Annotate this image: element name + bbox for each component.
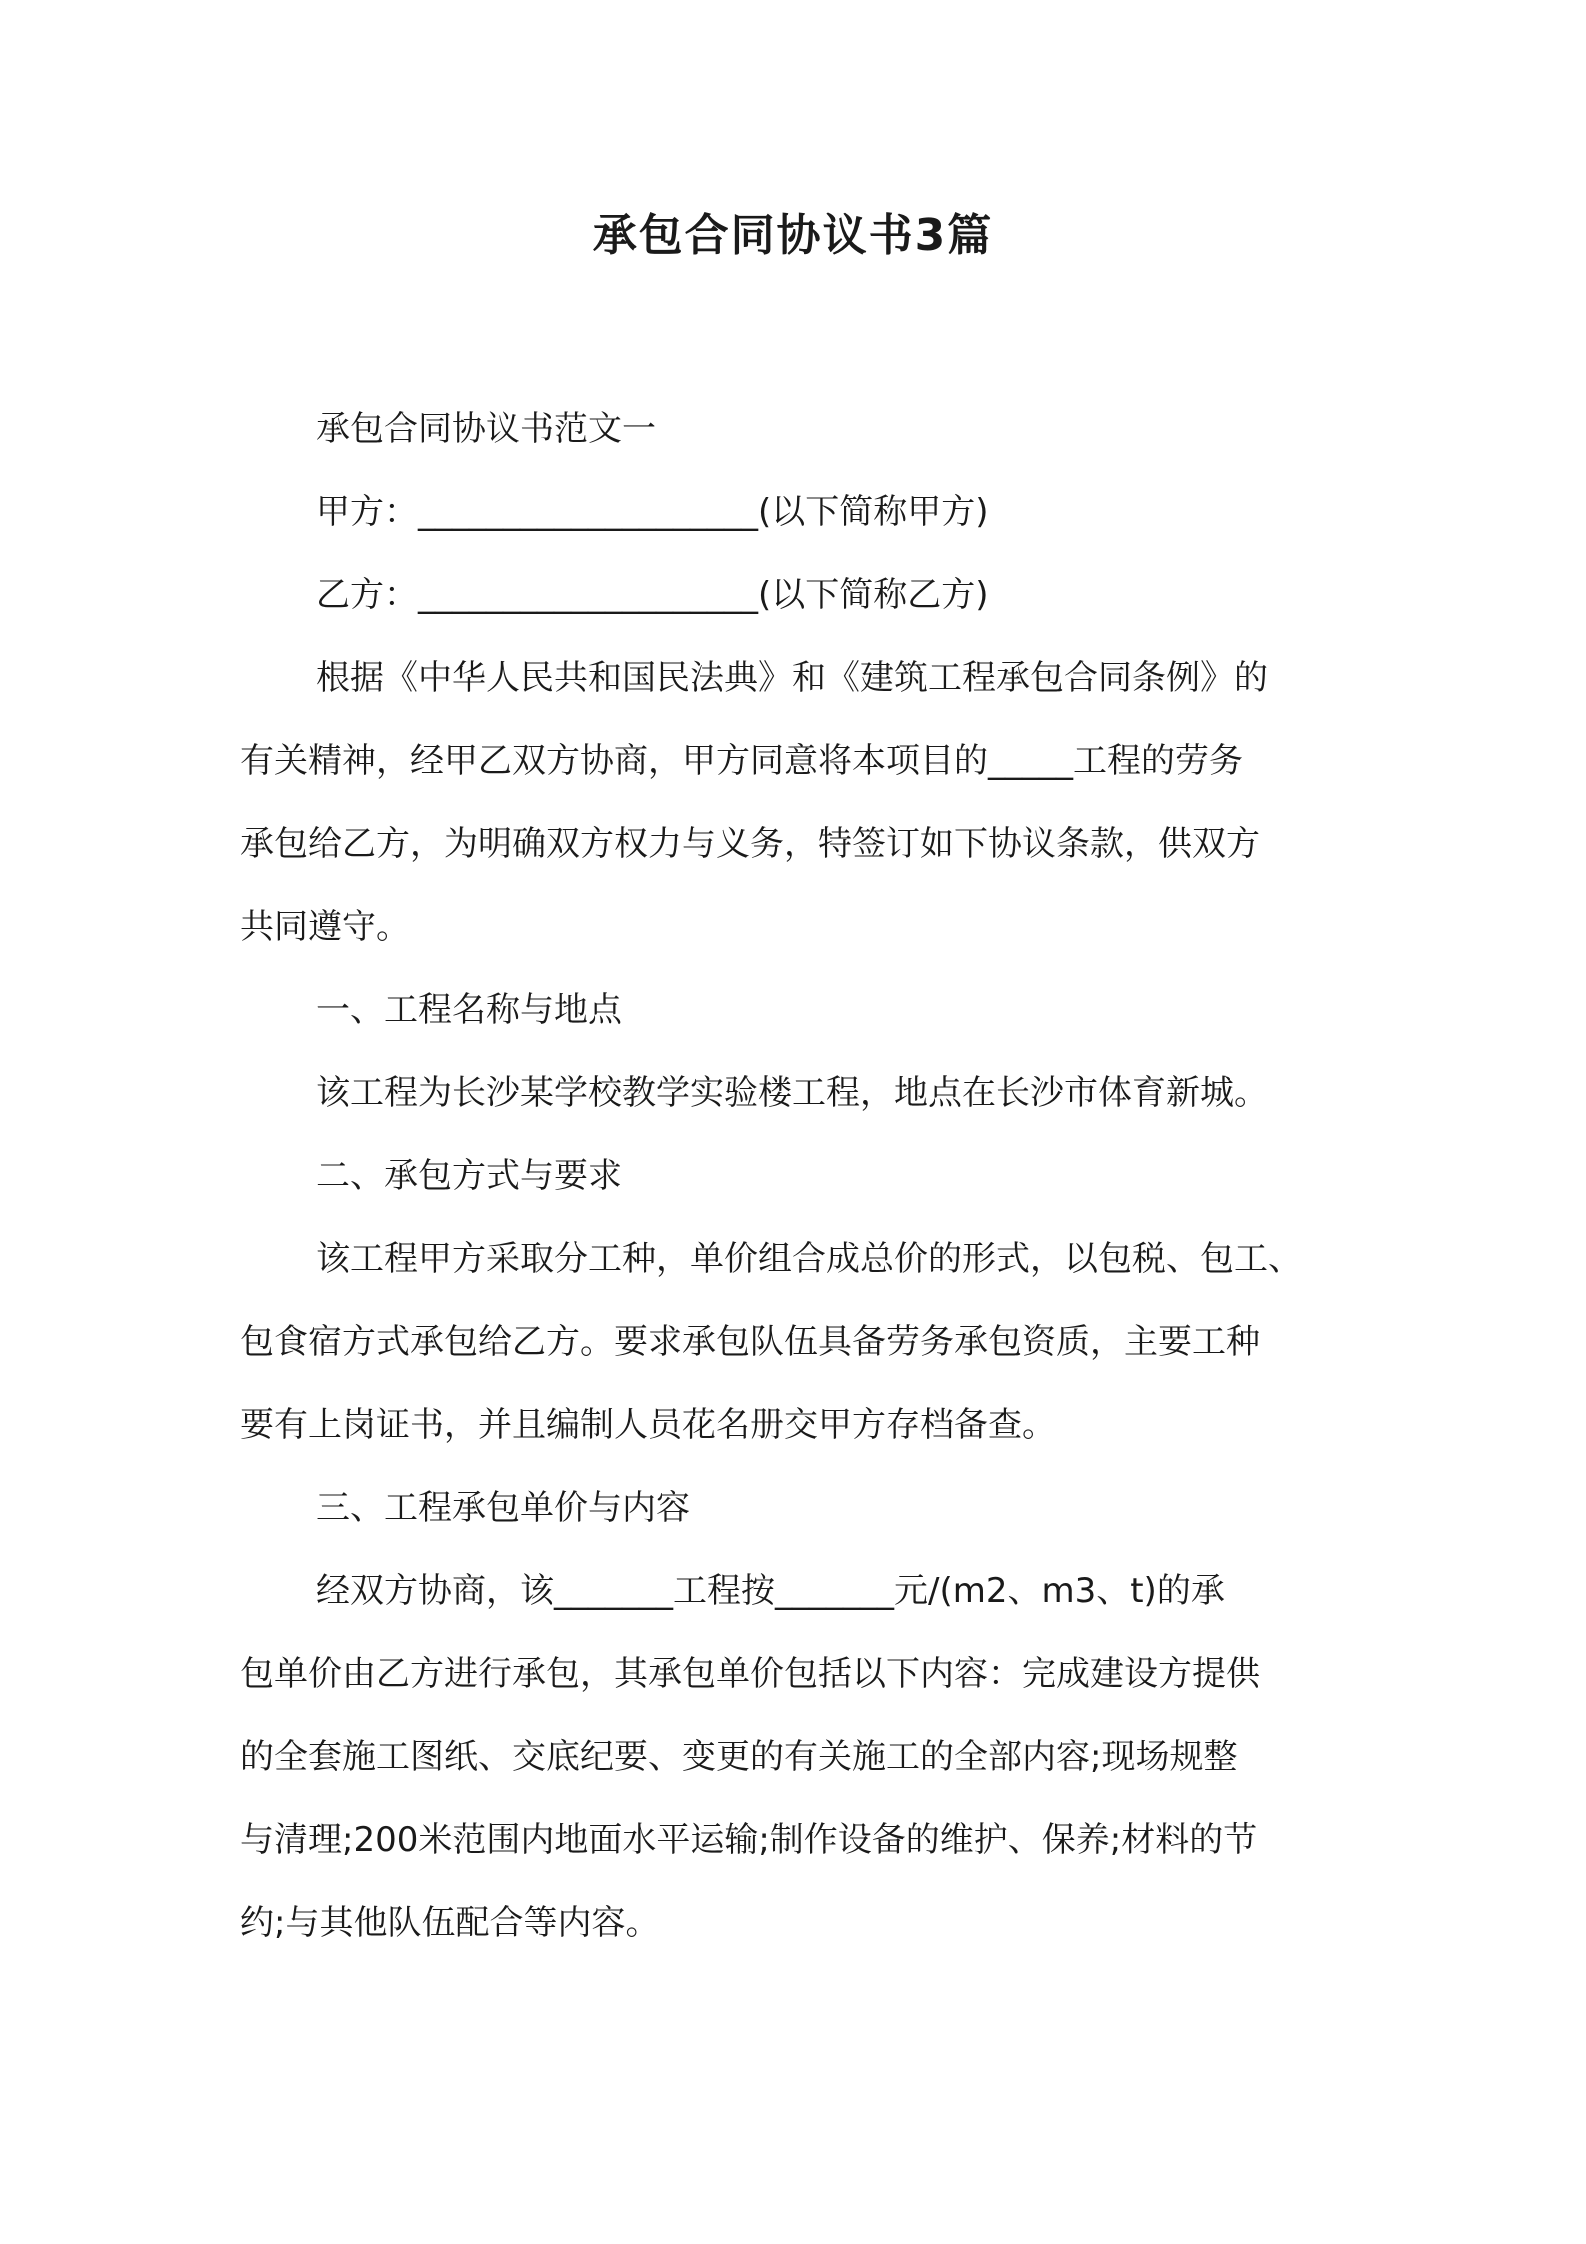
document-title: 承包合同协议书3篇	[592, 210, 994, 261]
clause-3-line-2: 包单价由乙方进行承包，其承包单价包括以下内容：完成建设方提供	[240, 1654, 1260, 1694]
clause-3-line-5: 约;与其他队伍配合等内容。	[240, 1903, 660, 1943]
clause-1-text: 该工程为长沙某学校教学实验楼工程，地点在长沙市体育新城。	[316, 1073, 1268, 1113]
clause-heading-1: 一、工程名称与地点	[316, 990, 622, 1030]
paragraph-intro-line-3: 承包给乙方，为明确双方权力与义务，特签订如下协议条款，供双方	[240, 824, 1260, 864]
clause-3-line-3: 的全套施工图纸、交底纪要、变更的有关施工的全部内容;现场规整	[240, 1737, 1238, 1777]
clause-3-line-4: 与清理;200米范围内地面水平运输;制作设备的维护、保养;材料的节	[240, 1820, 1258, 1860]
clause-3-line-1: 经双方协商，该_______工程按_______元/(m2、m3、t)的承	[316, 1571, 1225, 1611]
clause-2-line-1: 该工程甲方采取分工种，单价组合成总价的形式，以包税、包工、	[316, 1239, 1302, 1279]
party-b-line: 乙方：____________________(以下简称乙方)	[316, 575, 989, 615]
paragraph-intro-line-1: 根据《中华人民共和国民法典》和《建筑工程承包合同条例》的	[316, 658, 1268, 698]
clause-2-line-2: 包食宿方式承包给乙方。要求承包队伍具备劳务承包资质，主要工种	[240, 1322, 1260, 1362]
party-a-line: 甲方：____________________(以下简称甲方)	[316, 492, 989, 532]
clause-heading-2: 二、承包方式与要求	[316, 1156, 622, 1196]
paragraph-intro-line-2: 有关精神，经甲乙双方协商，甲方同意将本项目的_____工程的劳务	[240, 741, 1243, 781]
clause-2-line-3: 要有上岗证书，并且编制人员花名册交甲方存档备查。	[240, 1405, 1056, 1445]
paragraph-intro-line-4: 共同遵守。	[240, 907, 410, 947]
section-heading-sample-one: 承包合同协议书范文一	[316, 409, 656, 449]
clause-heading-3: 三、工程承包单价与内容	[316, 1488, 690, 1528]
